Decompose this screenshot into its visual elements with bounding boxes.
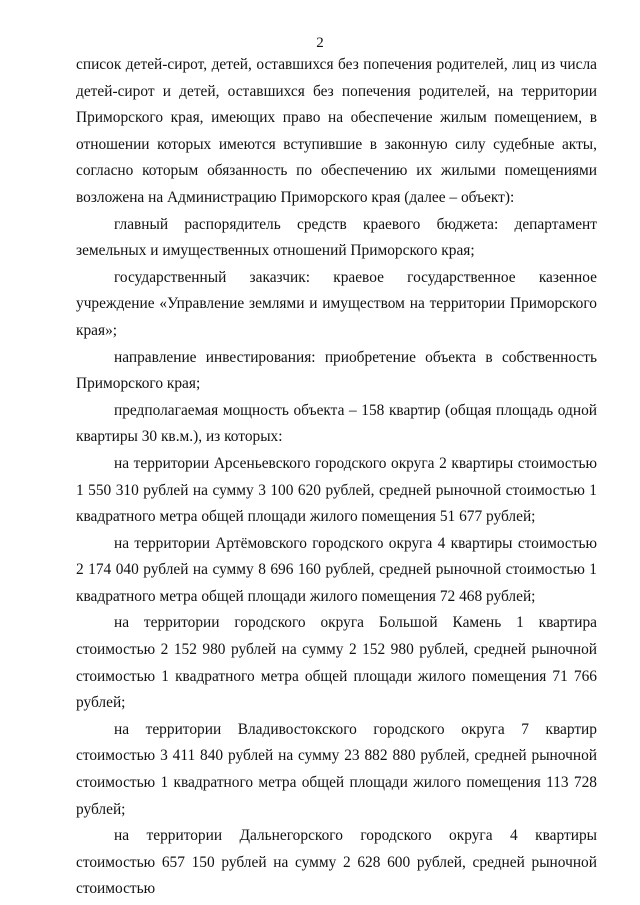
paragraph-dalnegorsk: на территории Дальнегорского городского округа 4 квартиры стоимостью 657 150 рублей на сумму 2 628 600 рублей, средней рыночной стоимостью [76,827,597,898]
document-body [76,52,597,903]
paragraph-investment-direction: направление инвестирования: приобретение объекта в собственность Приморского края; [76,348,597,393]
paragraph-bolshoy-kamen: на территории городского округа Большой Камень 1 квартира стоимостью 2 152 980 рублей на сумму 2 152 980 рублей, средней рыночной стоимостью 1 квадратного метра общей площади жилого помещения 71 766 рублей; [76,614,597,712]
paragraph-state-customer: государственный заказчик: краевое государственное казенное учреждение «Управление землями и имуществом на территории Приморского края»; [76,268,597,339]
paragraph-object-capacity: предполагаемая мощность объекта – 158 квартир (общая площадь одной квартиры 30 кв.м.), из которых: [76,401,597,446]
paragraph-chief-administrator: главный распорядитель средств краевого бюджета: департамент земельных и имущественных отношений Приморского края; [76,215,597,260]
paragraph-orphans-list: список детей-сирот, детей, оставшихся без попечения родителей, лиц из числа детей-сирот и детей, оставшихся без попечения родителей, на территории Приморского края, имеющих право на обеспечение жилым помещением, в отношении которых имеются вступившие в законную силу судебные акты, согласно которым обязанность по обеспечению их жилыми помещениями возложена на Администрацию Приморского края (далее – объект): [76,56,597,206]
page-number: 2 [316,35,324,51]
paragraph-artem: на территории Артёмовского городского округа 4 квартиры стоимостью 2 174 040 рублей на сумму 8 696 160 рублей, средней рыночной стоимостью 1 квадратного метра общей площади жилого помещения 72 468 рублей; [76,534,597,605]
paragraph-arsenyev: на территории Арсеньевского городского округа 2 квартиры стоимостью 1 550 310 рублей на сумму 3 100 620 рублей, средней рыночной стоимостью 1 квадратного метра общей площади жилого помещения 51 677 рублей; [76,454,597,526]
paragraph-vladivostok: на территории Владивостокского городского округа 7 квартир стоимостью 3 411 840 рублей на сумму 23 882 880 рублей, средней рыночной стоимостью 1 квадратного метра общей площади жилого помещения 113 728 рублей; [76,720,597,818]
